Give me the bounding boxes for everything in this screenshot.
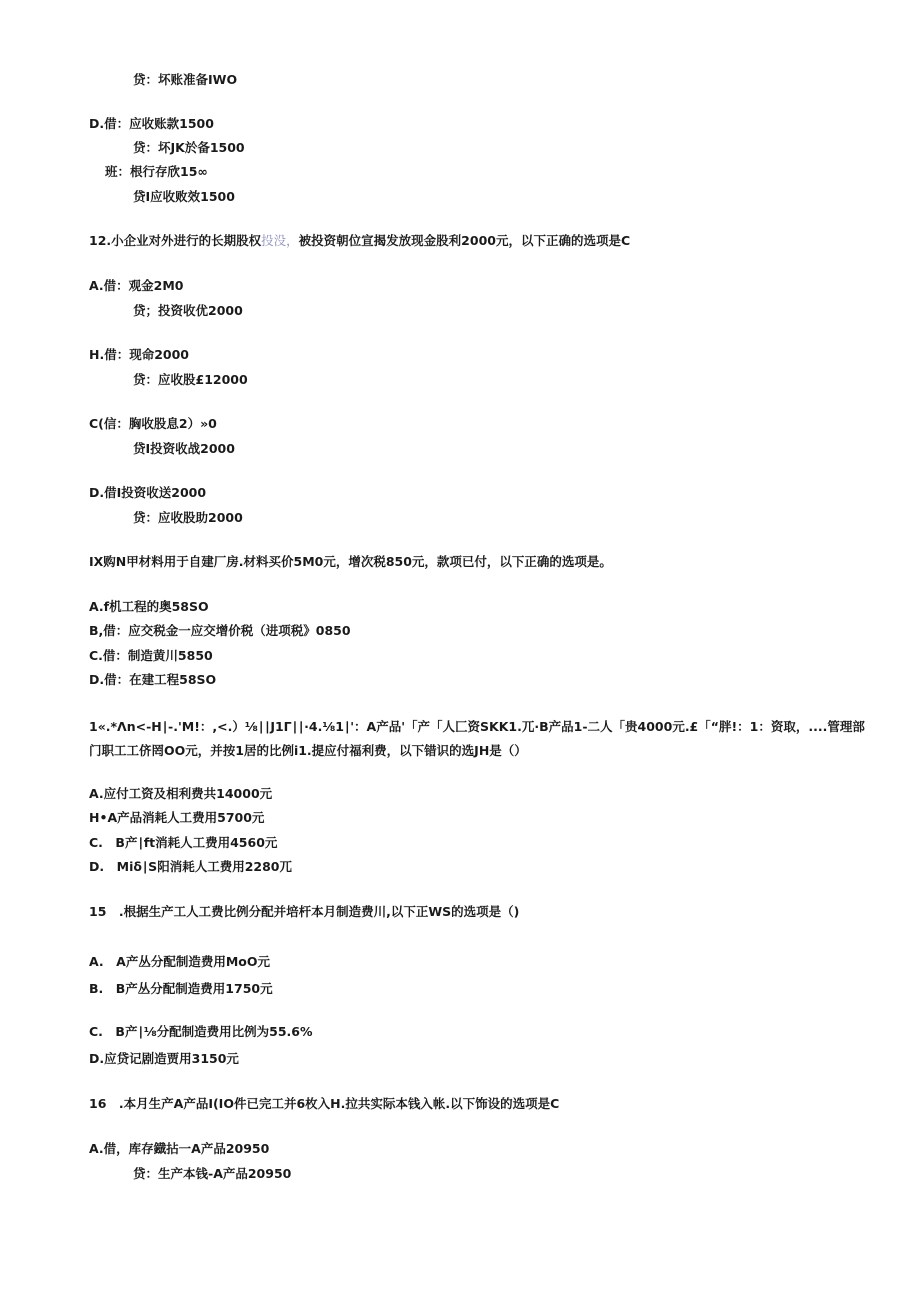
option-b: H•A产品消耗人工费用5700元 [89, 810, 265, 825]
option-c: C. B产∣ft消耗人工费用4560元 [89, 835, 278, 850]
option-b: B,借：应交税金一应交增价税（进项税》0850 [89, 623, 351, 638]
option-b: B. B产丛分配制造费用1750元 [89, 981, 273, 996]
question-text: 1«.*Λn<-H∣-.'M!：,<.）⅛∣∣J1Γ∣∣·4.⅛1∣'：A产品'「产「人匚资SKK1.兀·B产品1-二人「贵4000元.£「“胖!：1：资取，....管理部门职工工侪罔OO元，并按1居的比例i1.提应付福利费，以下错识的选JH是（） [89, 719, 865, 758]
question-text-highlight: 投没， [261, 233, 299, 248]
text-line: 贷：应收股助2000 [133, 510, 243, 525]
option-d: D. Miδ∣S阳消耗人工费用2280兀 [89, 859, 292, 874]
option-a: A.借，库存鐡拈一A产品20950 [89, 1141, 270, 1156]
option-c: C(信：胸收股息2）»0 [89, 416, 217, 431]
option-d: D.借：在建工程58SO [89, 672, 217, 687]
text-line: 贷：生产本钱-A产品20950 [133, 1166, 292, 1181]
text-line: 贷：坏账准备IWO [133, 72, 238, 87]
text-line: D.借：应收账款1500 [89, 116, 214, 131]
option-a: A.应付工资及相利费共14000元 [89, 786, 273, 801]
text-line: 贷：应收股£12000 [133, 372, 248, 387]
option-a: A. A产丛分配制造费用MoO元 [89, 954, 270, 969]
option-d: D.应贷记剧造贾用3150元 [89, 1051, 239, 1066]
text-line: 贷I应收败效1500 [133, 189, 235, 204]
question-text: 被投资朝位宣揭发放现金股利2000元，以下正确的选项是C [298, 233, 631, 248]
question-13: IX购N甲材料用于自建厂房.材料买价5M0元，增次税850元，款项已付，以下正确的选项是。 [89, 554, 612, 569]
question-16: 16 .本月生产A产品I(IO件已完工并6枚入H.拉共实际本钱入帐.以下饰设的选项是C [89, 1096, 560, 1111]
option-a: A.借：观金2M0 [89, 278, 184, 293]
question-text: 12.小企业对外进行的长期股权 [89, 233, 262, 248]
question-14 [89, 715, 869, 763]
option-b: H.借：现命2000 [89, 347, 190, 362]
question-12 [89, 233, 630, 249]
text-line: 贷：坏JK於备1500 [133, 140, 245, 155]
option-a: A.f机工程的奥58SO [89, 599, 209, 614]
option-d: D.借I投资收送2000 [89, 485, 207, 500]
text-line: 班：根行存欣15∞ [105, 164, 208, 179]
option-c: C. B产∣⅛分配制造费用比例为55.6% [89, 1024, 313, 1039]
question-15: 15 .根据生产工人工费比例分配并培杆本月制造费川,以下正WS的选项是（) [89, 904, 520, 919]
text-line: 贷I投资收战2000 [133, 441, 235, 456]
option-c: C.借：制造黄川5850 [89, 648, 213, 663]
text-line: 贷；投资收优2000 [133, 303, 243, 318]
